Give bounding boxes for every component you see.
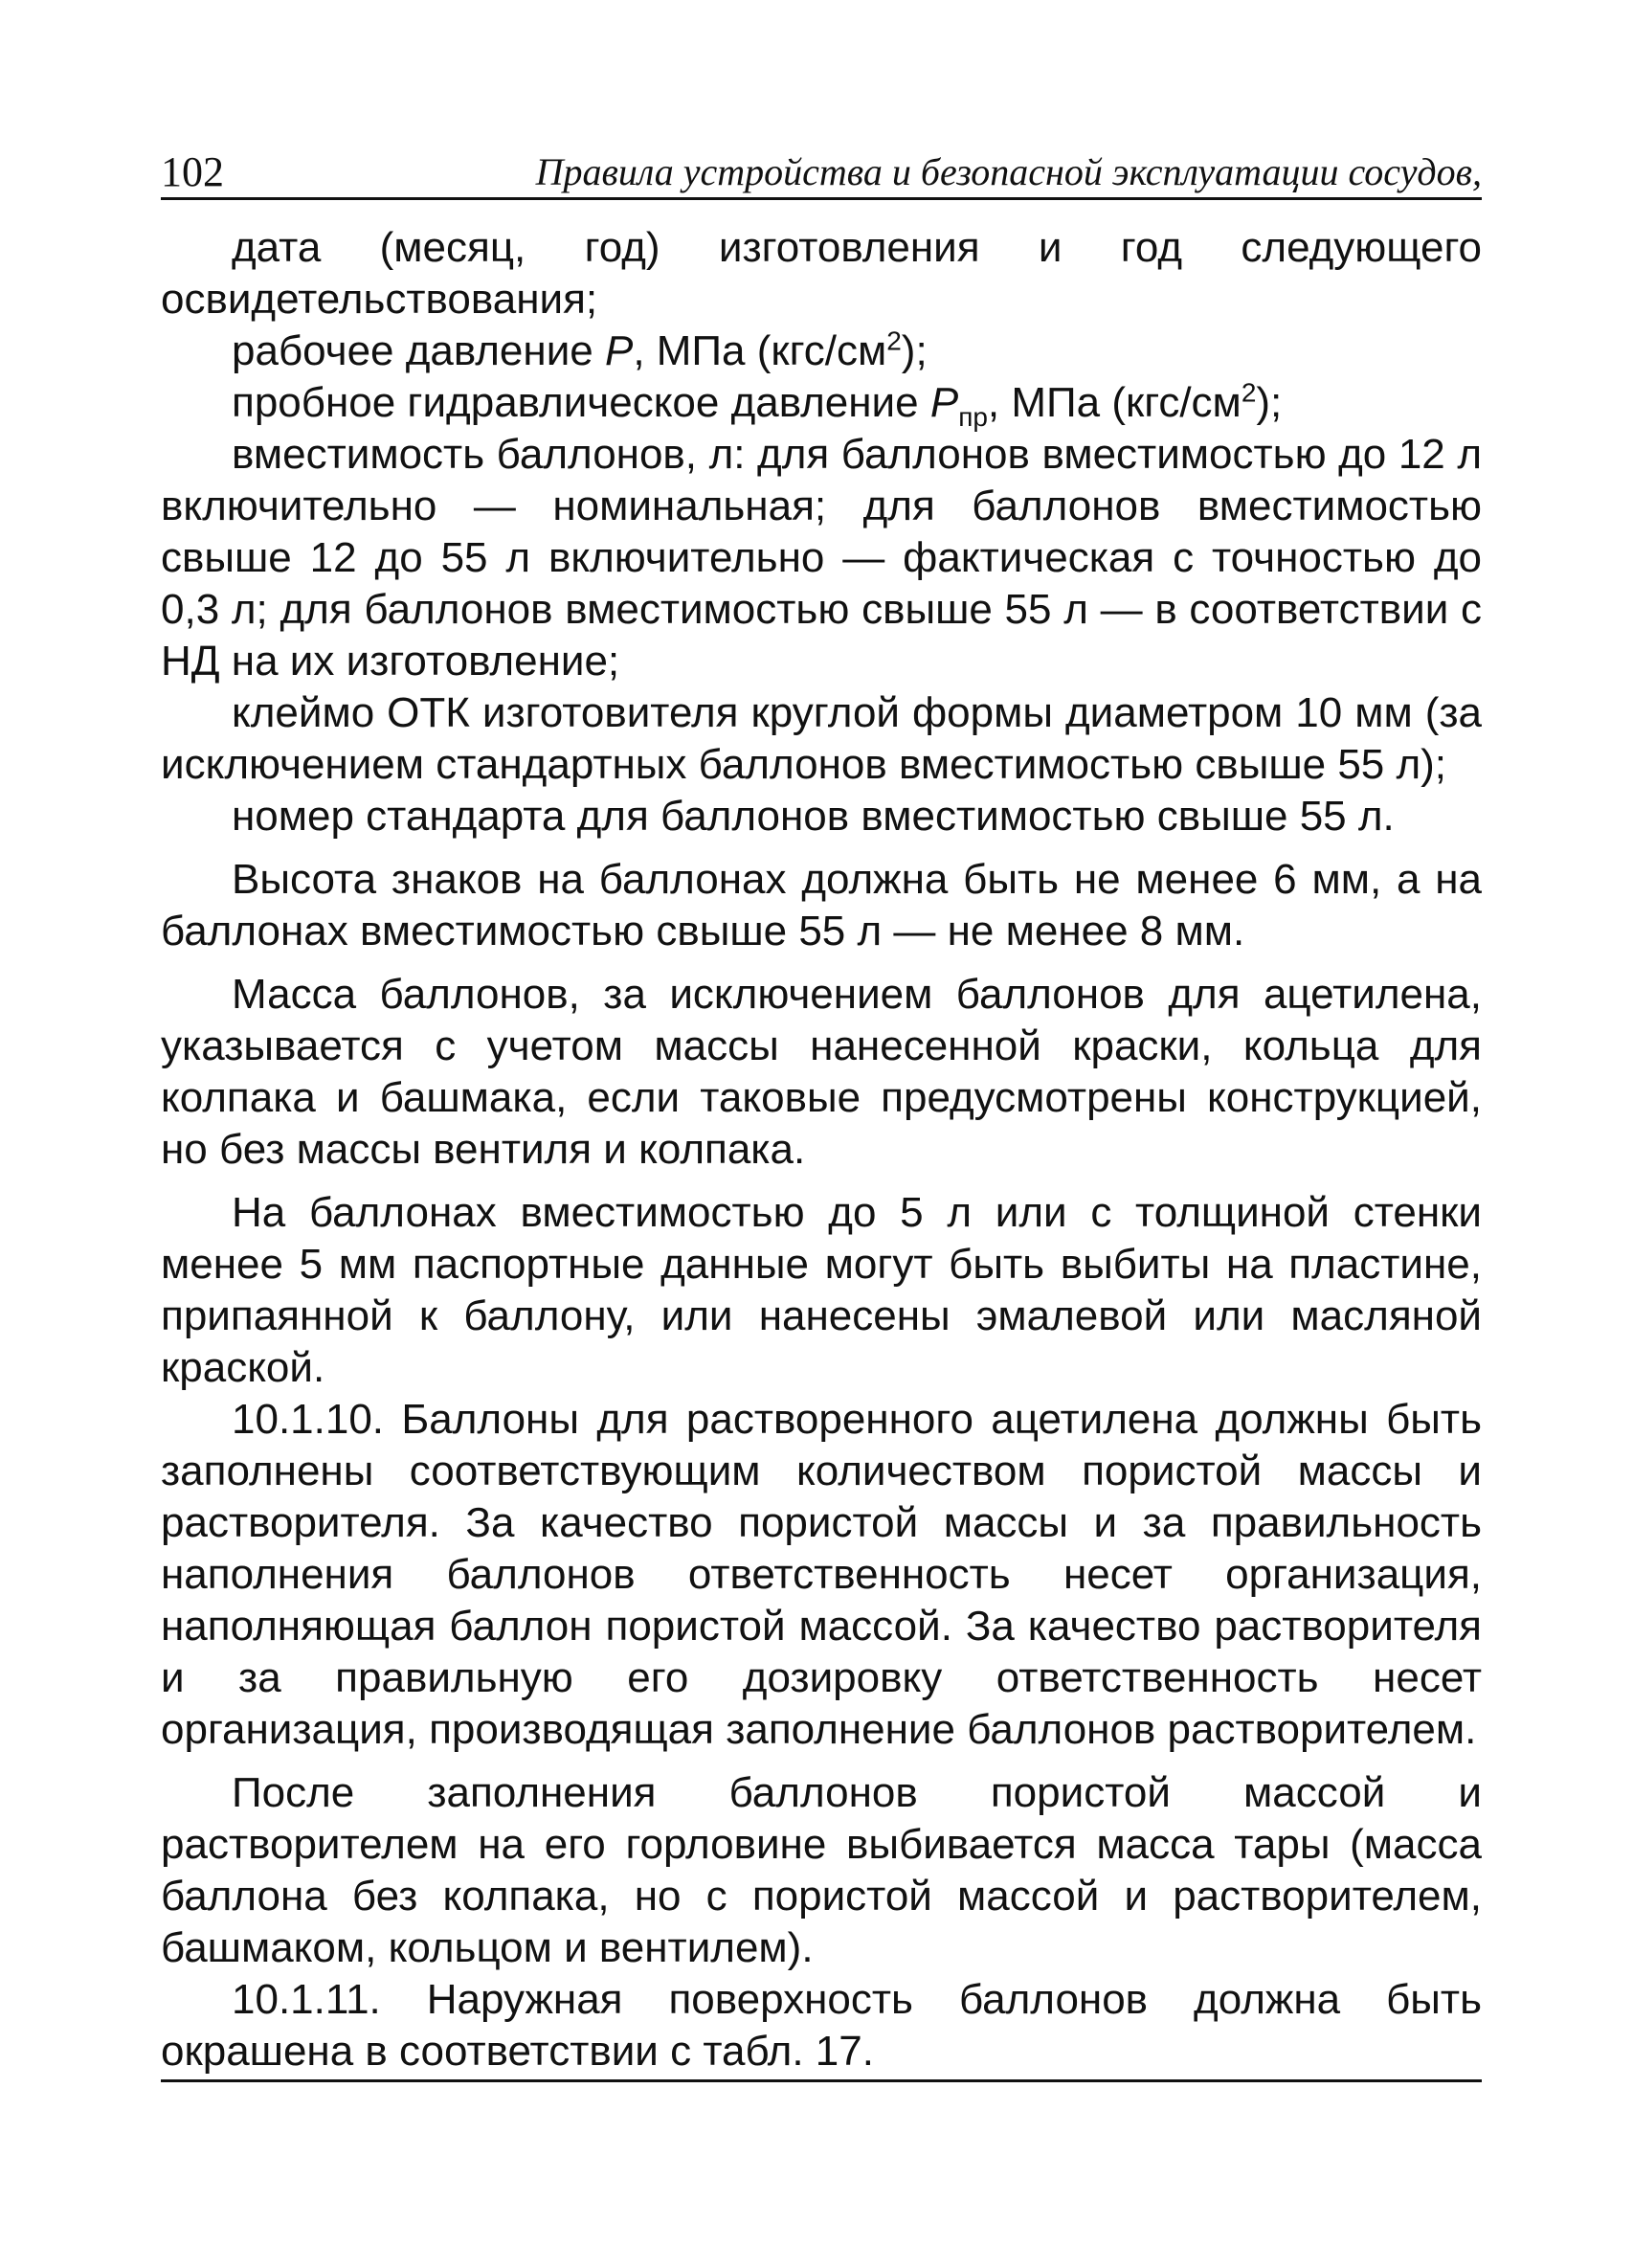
paragraph-10-1-10: 10.1.10. Баллоны для растворенного ацетилена должны быть заполнены соответствующим количеством пористой массы и растворителя. За качество пористой массы и за правильность наполнения баллонов ответственность несет организация, наполняющая баллон пористой массой. За качество растворителя и за правильную его дозировку ответственность несет организация, производящая заполнение баллонов растворителем. [161, 1396, 1482, 1753]
pressure-symbol: P [929, 379, 959, 426]
paragraph-10-1-11: 10.1.11. Наружная поверхность баллонов должна быть окрашена в соответствии с табл. 17. [161, 1976, 1482, 2075]
working-pressure-unit: , МПа (кгс/см [633, 327, 887, 374]
test-pressure-unit: , МПа (кгс/см [987, 379, 1242, 426]
pressure-subscript: пр [958, 401, 988, 432]
paragraph-sign-height: Высота знаков на баллонах должна быть не менее 6 мм, а на баллонах вместимостью свыше 55 л — не менее 8 мм. [161, 856, 1482, 954]
test-pressure-text: пробное гидравлическое давление [232, 379, 930, 426]
working-pressure-text: рабочее давление [232, 327, 605, 374]
paragraph-tare-mass: После заполнения баллонов пористой массой и растворителем на его горловине выбивается масса тары (масса баллона без колпака, но с пористой массой и растворителем, башмаком, кольцом и вентилем). [161, 1769, 1482, 1971]
working-pressure-end: ); [901, 327, 928, 374]
page-number: 102 [161, 148, 224, 195]
footer-rule [161, 2079, 1482, 2082]
test-pressure-end: ); [1256, 379, 1283, 426]
body-text [161, 222, 1482, 2077]
paragraph-passport-data: На баллонах вместимостью до 5 л или с толщиной стенки менее 5 мм паспортные данные могут быть выбиты на пластине, припаянной к баллону, или нанесены эмалевой или масляной краской. [161, 1189, 1482, 1391]
paragraph-otk-stamp: клеймо ОТК изготовителя круглой формы диаметром 10 мм (за исключением стандартных баллонов вместимостью свыше 55 л); [161, 689, 1482, 788]
page-header [161, 144, 1482, 200]
pressure-symbol: P [604, 327, 634, 374]
paragraph-cylinder-mass: Масса баллонов, за исключением баллонов для ацетилена, указывается с учетом массы нанесенной краски, кольца для колпака и башмака, если таковые предусмотрены конструкцией, но без массы вентиля и колпака. [161, 971, 1482, 1173]
unit-exponent: 2 [886, 326, 902, 356]
paragraph-standard-number: номер стандарта для баллонов вместимостью свыше 55 л. [232, 793, 1395, 840]
paragraph-manufacture-date: дата (месяц, год) изготовления и год следующего освидетельствования; [161, 224, 1482, 323]
paragraph-capacity: вместимость баллонов, л: для баллонов вместимостью до 12 л включительно — номинальная; для баллонов вместимостью свыше 12 до 55 л включительно — фактическая с точностью до 0,3 л; для баллонов вместимостью свыше 55 л — в соответствии с НД на их изготовление; [161, 431, 1482, 685]
paragraph-test-pressure [161, 377, 1482, 432]
paragraph-working-pressure [161, 326, 1482, 377]
running-title: Правила устройства и безопасной эксплуатации сосудов, [535, 150, 1482, 193]
unit-exponent: 2 [1241, 377, 1257, 408]
